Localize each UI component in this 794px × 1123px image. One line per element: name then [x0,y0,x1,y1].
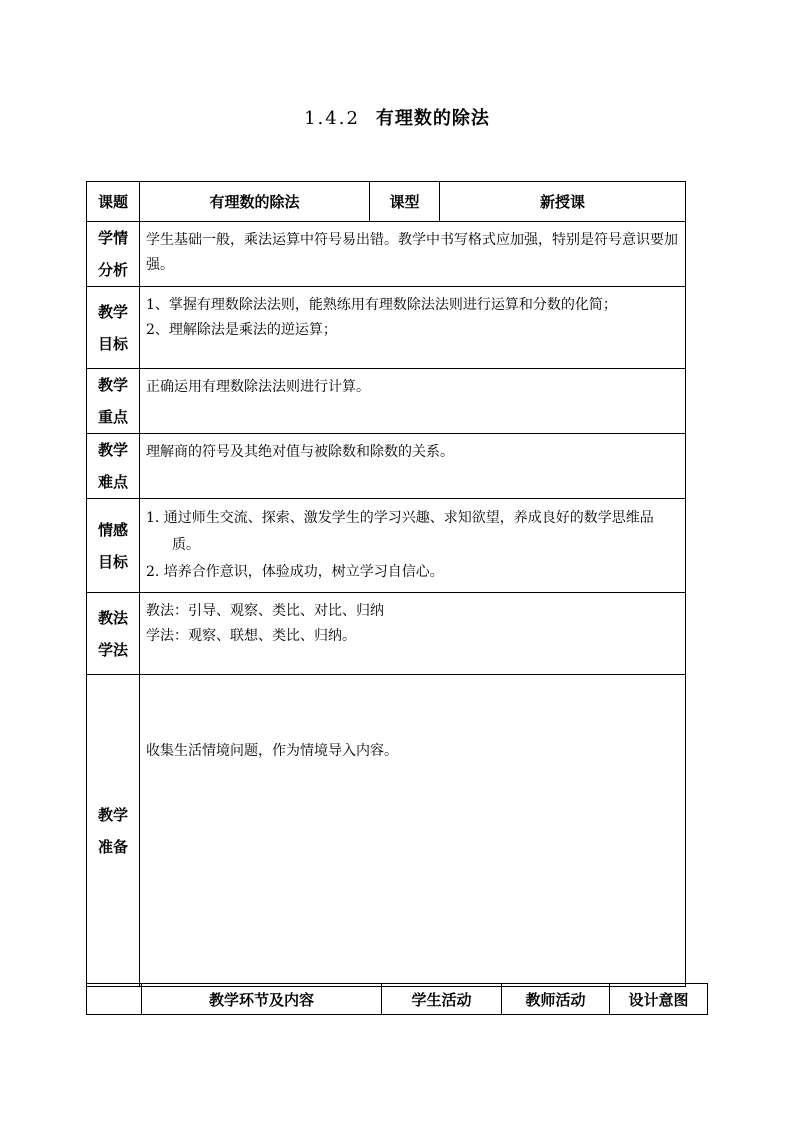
teacher-activity-header: 教师活动 [502,984,610,1015]
content-column-header: 教学环节及内容 [142,984,382,1015]
row-key-points [87,369,686,434]
row-label: 教学 重点 [87,369,140,434]
row-preparation [87,675,686,987]
row-content: 学生基础一般，乘法运算中符号易出错。教学中书写格式应加强，特别是符号意识要加强。 [140,222,686,287]
topic-label: 课题 [87,182,140,222]
type-value: 新授课 [440,182,686,222]
row-student-analysis [87,222,686,287]
row-label: 教学 准备 [87,675,140,987]
row-label: 教学 难点 [87,434,140,499]
type-label: 课型 [370,182,440,222]
row-content: 1. 通过师生交流、探索、激发学生的学习兴趣、求知欲望，养成良好的数学思维品质。 2. 培养合作意识，体验成功，树立学习自信心。 [140,499,686,593]
row-methods [87,593,686,675]
student-activity-header: 学生活动 [382,984,502,1015]
row-label: 教法 学法 [87,593,140,675]
row-difficulties [87,434,686,499]
section-title: 有理数的除法 [375,108,490,129]
blank-cell [87,984,142,1015]
lesson-plan-table [86,181,686,987]
activity-header-row [87,984,708,1015]
row-teaching-goals [87,287,686,369]
activity-header-table [86,983,708,1015]
row-content: 正确运用有理数除法法则进行计算。 [140,369,686,434]
row-label: 学情 分析 [87,222,140,287]
page-title [0,104,794,130]
topic-value: 有理数的除法 [140,182,370,222]
row-content: 理解商的符号及其绝对值与被除数和除数的关系。 [140,434,686,499]
row-content: 教法：引导、观察、类比、对比、归纳 学法：观察、联想、类比、归纳。 [140,593,686,675]
section-number: 1.4.2 [304,108,360,129]
row-label: 教学 目标 [87,287,140,369]
row-emotional-goals [87,499,686,593]
header-row [87,182,686,222]
row-content: 收集生活情境问题，作为情境导入内容。 [140,675,686,987]
design-intent-header: 设计意图 [610,984,708,1015]
row-label: 情感 目标 [87,499,140,593]
row-content: 1、掌握有理数除法法则，能熟练用有理数除法法则进行运算和分数的化简； 2、理解除法是乘法的逆运算； [140,287,686,369]
